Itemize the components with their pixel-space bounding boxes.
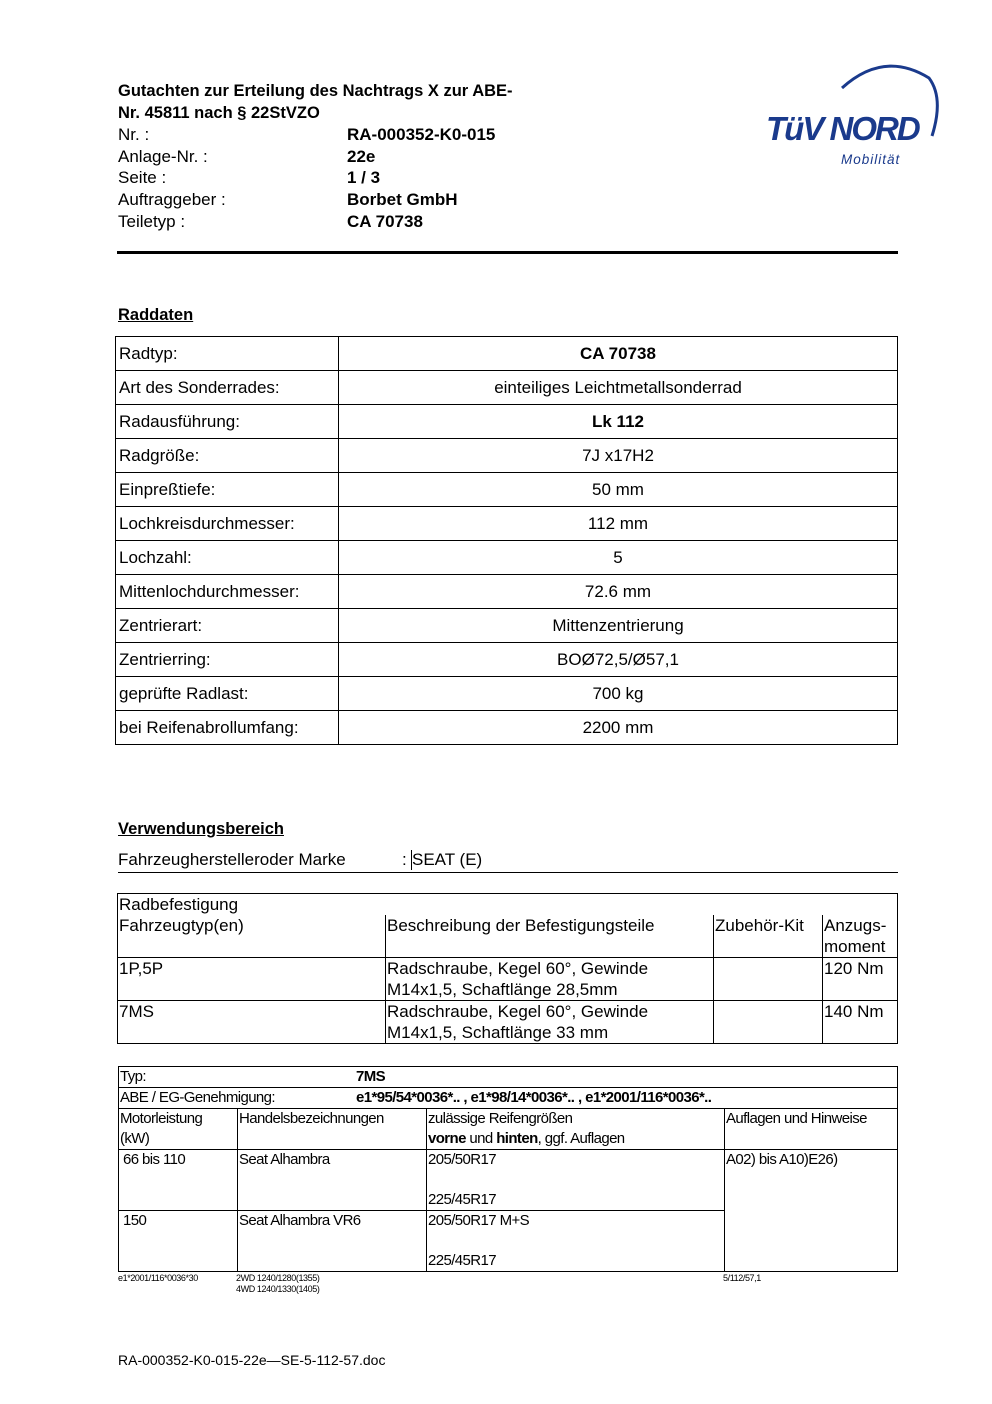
hersteller-label: Fahrzeugherstelleroder Marke: [118, 850, 346, 869]
typ-row: Typ: 7MS: [119, 1067, 898, 1088]
table-row: Lochkreisdurchmesser: 112 mm: [116, 507, 898, 541]
table-row: 66 bis 110 Seat Alhambra 205/50R17 225/45R17 A02) bis A10)E26): [119, 1150, 898, 1211]
title-line-1: Gutachten zur Erteilung des Nachtrags X zur ABE-: [118, 82, 513, 100]
auflagen-value: A02) bis A10)E26): [725, 1150, 898, 1272]
table-row: geprüfte Radlast: 700 kg: [116, 677, 898, 711]
table-row: Mittenlochdurchmesser: 72.6 mm: [116, 575, 898, 609]
field-anlage: Anlage-Nr. : 22e: [118, 146, 376, 166]
table-row: 1P,5P Radschraube, Kegel 60°, Gewinde M14x1,5, Schaftlänge 28,5mm 120 Nm: [118, 958, 898, 1001]
radbefestigung-title: Radbefestigung: [118, 894, 898, 916]
table-row: Radgröße: 7J x17H2: [116, 439, 898, 473]
footer-filename: RA-000352-K0-015-22e—SE-5-112-57.doc: [118, 1352, 386, 1368]
table-row: Zentrierart: Mittenzentrierung: [116, 609, 898, 643]
table-row: Art des Sonderrades: einteiliges Leichtmetallsonderrad: [116, 371, 898, 405]
raddaten-table: [115, 336, 898, 745]
foot-wd: 2WD 1240/1280(1355) 4WD 1240/1330(1405): [236, 1273, 320, 1294]
table-row: Radausführung: Lk 112: [116, 405, 898, 439]
table-row: 150 Seat Alhambra VR6 205/50R17 M+S 225/45R17: [119, 1211, 898, 1272]
table-row: Einpreßtiefe: 50 mm: [116, 473, 898, 507]
table-row: bei Reifenabrollumfang: 2200 mm: [116, 711, 898, 745]
table-row: 7MS Radschraube, Kegel 60°, Gewinde M14x1,5, Schaftlänge 33 mm 140 Nm: [118, 1001, 898, 1044]
raddaten-heading: Raddaten: [118, 306, 194, 324]
header-fields: [118, 124, 495, 232]
title-line-2: Nr. 45811 nach § 22StVZO: [118, 104, 320, 122]
hersteller-line: [118, 850, 898, 873]
field-seite: Seite : 1 / 3: [118, 168, 381, 188]
field-auftraggeber: Auftraggeber : Borbet GmbH: [118, 190, 458, 210]
hersteller-colon: :: [402, 850, 407, 869]
field-nr: Nr. : RA-000352-K0-015: [118, 125, 496, 144]
hersteller-value: SEAT (E): [412, 850, 483, 869]
abe-row: ABE / EG-Genehmigung: e1*95/54*0036*.. , e1*98/14*0036*.. , e1*2001/116*0036*..: [119, 1088, 898, 1109]
logo-brand: TüV NORD: [766, 110, 919, 147]
table-row: Zentrierring: BOØ72,5/Ø57,1: [116, 643, 898, 677]
header-divider: [117, 251, 898, 254]
tuev-nord-logo: [764, 58, 944, 173]
table-row: Radtyp: CA 70738: [116, 337, 898, 371]
logo-sub: Mobilität: [841, 152, 901, 167]
radbefestigung-table: [117, 893, 898, 1044]
foot-code: 5/112/57,1: [723, 1273, 761, 1283]
verwendung-heading: Verwendungsbereich: [118, 820, 284, 838]
table-header: Fahrzeugtyp(en) Beschreibung der Befestigungsteile Zubehör-Kit Anzugs- moment: [118, 915, 898, 958]
logo-arc-icon: [764, 58, 944, 173]
document-title: [118, 80, 513, 124]
typ-table: [118, 1066, 898, 1272]
table-row: Lochzahl: 5: [116, 541, 898, 575]
field-teiletyp: Teiletyp : CA 70738: [118, 211, 423, 231]
table-header: Motorleistung (kW) Handelsbezeichnungen zulässige Reifengrößen vorne und hinten, ggf. Auflagen Auflagen und Hinweise: [119, 1109, 898, 1150]
foot-approval: e1*2001/116*0036*30: [118, 1273, 198, 1283]
